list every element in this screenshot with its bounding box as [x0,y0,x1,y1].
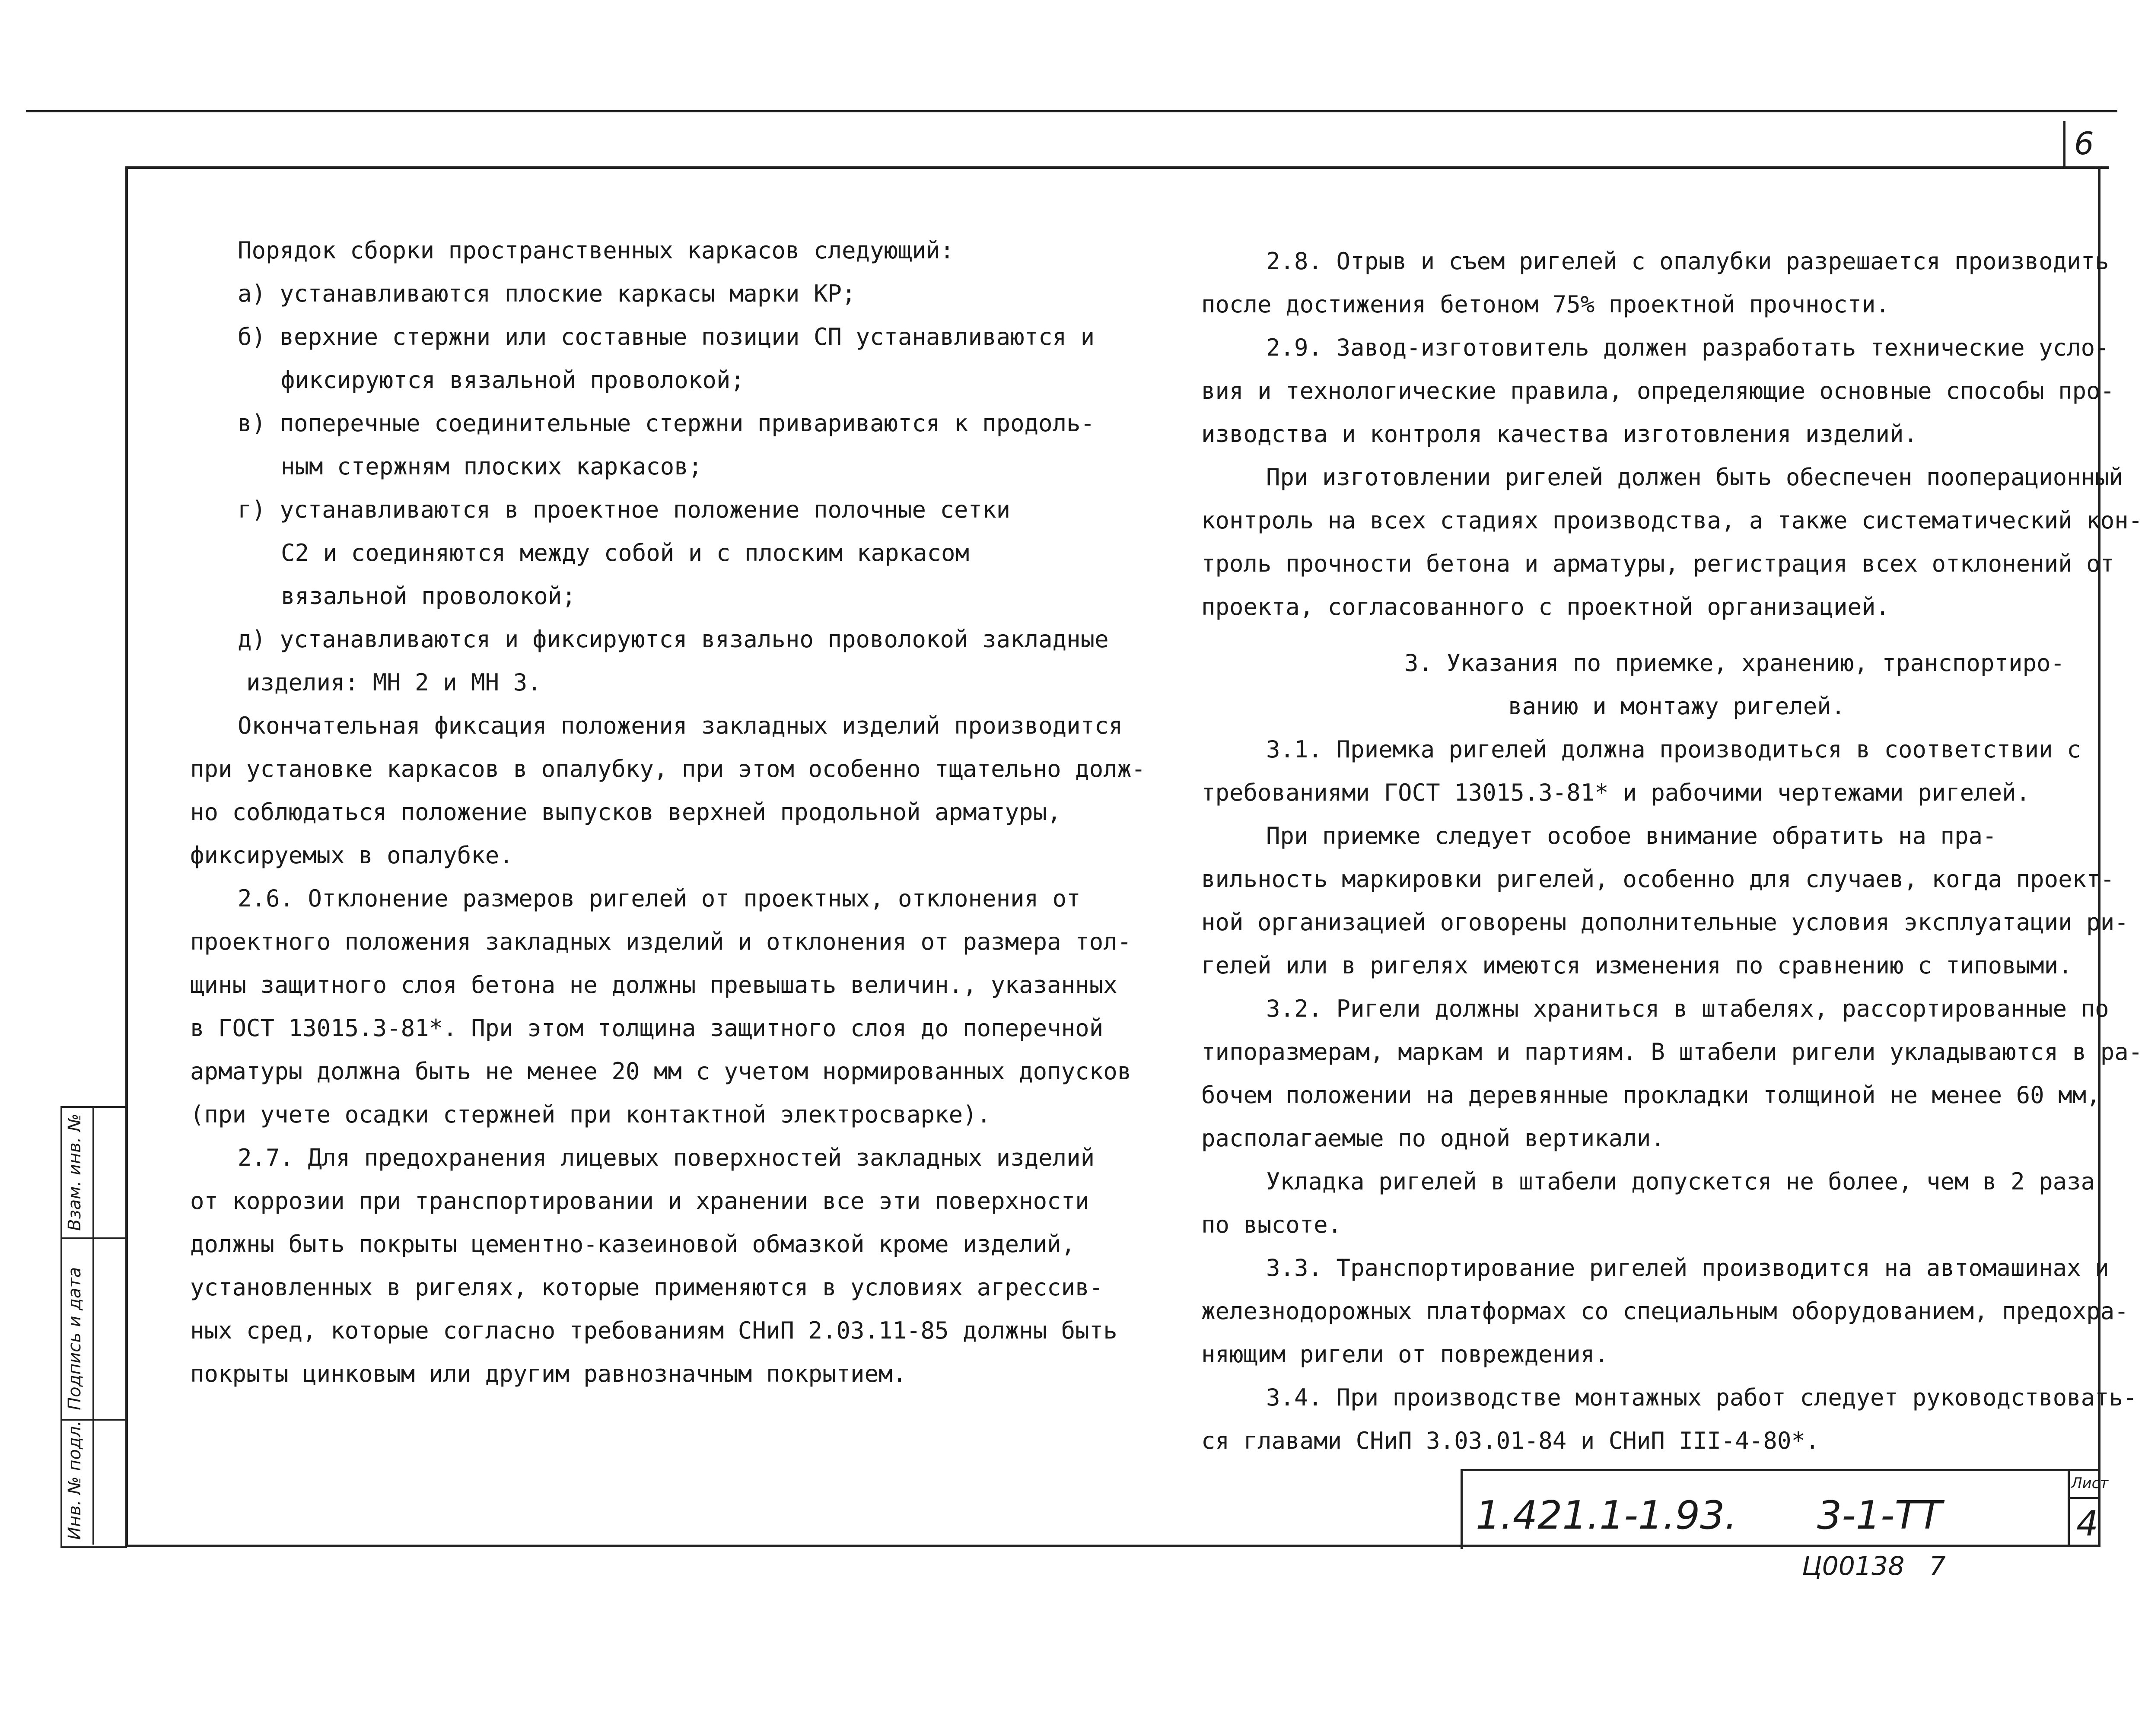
text-line: бочем положении на деревянные прокладки толщиной не менее 60 мм, [1201,1081,2100,1109]
document-code: 1.421.1-1.93. [1476,1493,1737,1538]
title-block [1461,1469,2109,1549]
text-line: изделия: МН 2 и МН 3. [246,669,541,696]
text-line: (при учете осадки стержней при контактной электросварке). [190,1101,991,1128]
text-line: 3.3. Транспортирование ригелей производится на автомашинах и [1266,1254,2109,1281]
side-stamp-divider [62,1237,125,1239]
text-line: располагаемые по одной вертикали. [1201,1125,1665,1152]
text-line: покрыты цинковым или другим равнозначным покрытием. [190,1360,907,1387]
text-line: по высоте. [1201,1211,1342,1238]
text-line: б) верхние стержни или составные позиции СП устанавливаются и [238,323,1095,350]
text-line: в ГОСТ 13015.3-81*. При этом толщина защитного слоя до поперечной [190,1014,1104,1042]
text-line: Окончательная фиксация положения закладных изделий производится [238,712,1123,739]
text-line: типоразмерам, маркам и партиям. В штабели ригели укладываются в ра- [1201,1038,2143,1065]
text-line: С2 и соединяются между собой и с плоским каркасом [281,539,970,566]
text-line: установленных в ригелях, которые применяются в условиях агрессив- [190,1274,1104,1301]
text-line: няющим ригели от повреждения. [1201,1341,1609,1368]
text-line: Укладка ригелей в штабели допускется не более, чем в 2 раза [1266,1168,2095,1195]
text-line: ся главами СНиП 3.03.01-84 и СНиП III-4-80*. [1201,1427,1820,1454]
text-line: контроль на всех стадиях производства, а также систематический кон- [1201,507,2143,534]
text-line: ным стержням плоских каркасов; [281,453,703,480]
text-line: в) поперечные соединительные стержни привариваются к продоль- [238,410,1095,437]
sheet-number-top: 6 [2074,125,2094,162]
text-line: гелей или в ригелях имеются изменения по сравнению с типовыми. [1201,952,2072,979]
text-line: троль прочности бетона и арматуры, регистрация всех отклонений от [1201,550,2115,577]
text-line: Порядок сборки пространственных каркасов следующий: [238,237,955,264]
text-line: ных сред, которые согласно требованиям СНиП 2.03.11-85 должны быть [190,1317,1117,1344]
text-line: д) устанавливаются и фиксируются вязально проволокой закладные [238,626,1109,653]
title-block-divider [2068,1497,2100,1499]
side-stamp-label-replace: Взам. инв. № [65,1113,85,1231]
text-line: требованиями ГОСТ 13015.3-81* и рабочими чертежами ригелей. [1201,779,2030,806]
sheet-label: Лист [2071,1475,2109,1492]
text-line: 2.6. Отклонение размеров ригелей от проектных, отклонения от [238,885,1081,912]
text-line: фиксируются вязальной проволокой; [281,366,745,394]
text-line: г) устанавливаются в проектное положение полочные сетки [238,496,1011,523]
text-line: проектного положения закладных изделий и отклонения от размера тол- [190,928,1132,955]
right-column [1201,240,2143,1454]
section-heading: 3. Указания по приемке, хранению, транспортиро- [1404,649,2065,677]
side-stamp-divider [92,1108,94,1545]
text-line: арматуры должна быть не менее 20 мм с учетом нормированных допусков [190,1058,1132,1085]
series-code: 3-1-ТТ [1817,1493,1942,1538]
text-line: При изготовлении ригелей должен быть обеспечен пооперационный [1266,464,2123,491]
side-stamp [60,1106,127,1548]
text-line: вильность маркировки ригелей, особенно для случаев, когда проект- [1201,865,2115,893]
text-line: щины защитного слоя бетона не должны превышать величин., указанных [190,971,1117,998]
left-column [190,229,1146,1439]
side-stamp-label-sign: Подпись и дата [65,1267,85,1410]
text-line: 2.7. Для предохранения лицевых поверхностей закладных изделий [238,1144,1095,1171]
text-line: изводства и контроля качества изготовления изделий. [1201,420,1918,448]
text-line: 3.1. Приемка ригелей должна производиться в соответствии с [1266,736,2081,763]
text-line: проекта, согласованного с проектной организацией. [1201,593,1890,620]
text-line: но соблюдаться положение выпусков верхней продольной арматуры, [190,798,1061,826]
text-line: а) устанавливаются плоские каркасы марки КР; [238,280,856,307]
text-line: 2.9. Завод-изготовитель должен разработать технические усло- [1266,334,2109,361]
text-line: должны быть покрыты цементно-казеиновой обмазкой кроме изделий, [190,1230,1076,1258]
text-line: вия и технологические правила, определяющие основные способы про- [1201,377,2115,404]
title-block-divider [2068,1471,2070,1547]
text-line: после достижения бетоном 75% проектной прочности. [1201,291,1890,318]
text-line: фиксируемых в опалубке. [190,842,513,869]
text-line: 2.8. Отрыв и съем ригелей с опалубки разрешается производить [1266,248,2109,275]
top-rule [26,110,2117,112]
bottom-stamp: Ц00138 7 [1802,1551,1946,1581]
section-heading: ванию и монтажу ригелей. [1508,693,1846,720]
text-line: от коррозии при транспортировании и хранении все эти поверхности [190,1187,1089,1215]
text-line: 3.4. При производстве монтажных работ следует руководствовать- [1266,1384,2137,1411]
side-stamp-label-inv: Инв. № подл. [65,1421,85,1540]
text-line: вязальной проволокой; [281,582,576,610]
text-line: При приемке следует особое внимание обратить на пра- [1266,822,1997,849]
text-line: при установке каркасов в опалубку, при этом особенно тщательно долж- [190,755,1146,782]
sheet-number: 4 [2076,1504,2098,1544]
text-line: 3.2. Ригели должны храниться в штабелях, рассортированные по [1266,995,2109,1022]
text-line: ной организацией оговорены дополнительные условия эксплуатации ри- [1201,909,2129,936]
text-line: железнодорожных платформах со специальным оборудованием, предохра- [1201,1297,2129,1325]
frame-top [125,166,2109,169]
